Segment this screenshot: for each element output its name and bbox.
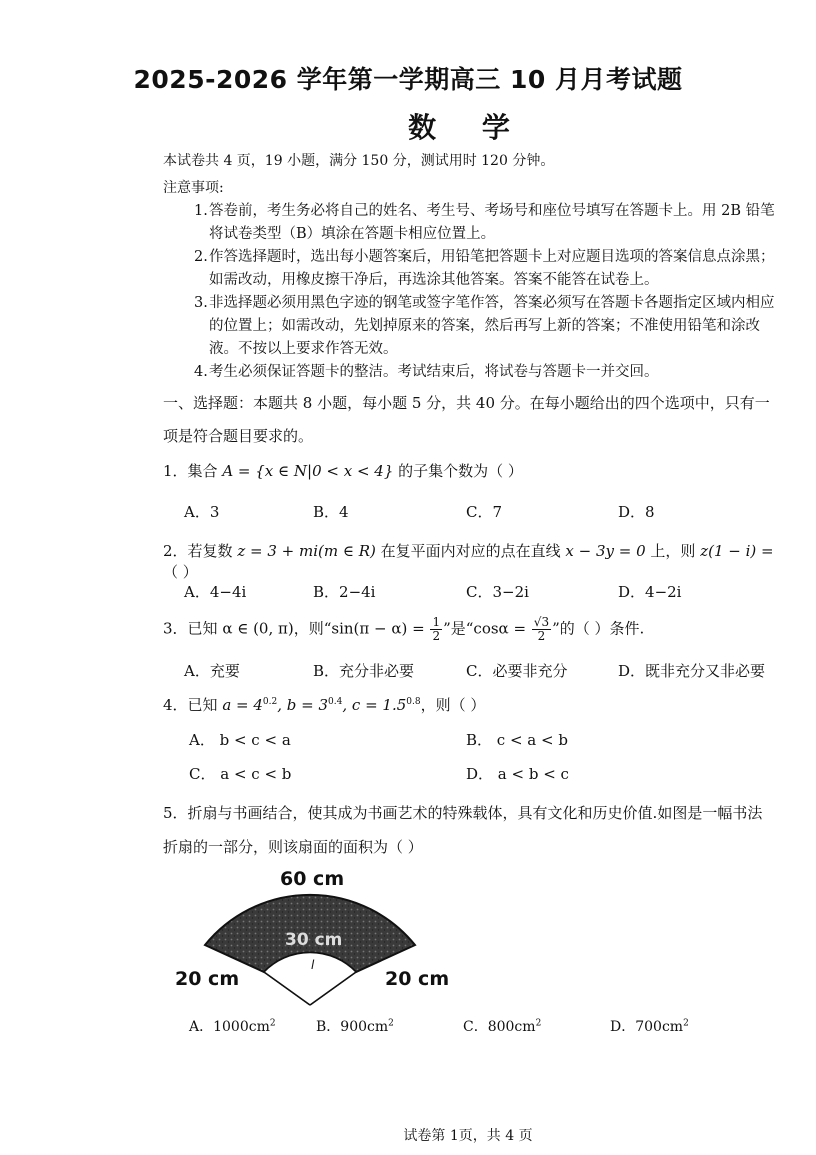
inner-arc-mark: l xyxy=(311,958,315,972)
b-definition: , b = 3 xyxy=(277,696,329,714)
question-text: = （ ） xyxy=(163,542,774,581)
option-d[interactable]: D．8 xyxy=(618,503,655,521)
complex-expression: z = 3 + mi(m ∈ R) xyxy=(237,542,376,560)
option-a[interactable]: A．3 xyxy=(184,503,220,521)
inner-arc-label: 30 cm xyxy=(285,930,343,950)
note-number: 3. xyxy=(194,295,208,311)
fraction-denominator: 2 xyxy=(537,629,546,643)
question-number: 2． xyxy=(163,542,188,560)
option-d[interactable]: D．既非充分又非必要 xyxy=(618,662,766,680)
fan-figure xyxy=(170,860,460,1010)
option-c[interactable]: C．3−2i xyxy=(466,583,529,601)
option-b[interactable]: B．2−4i xyxy=(313,583,376,601)
option-text: B．900cm xyxy=(316,1019,389,1035)
c-definition: , c = 1.5 xyxy=(342,696,407,714)
question-number: 4． xyxy=(163,696,188,714)
note-text: 非选择题必须用黑色字迹的钢笔或签字笔作答，答案必须写在答题卡各题指定区域内相应的位置上；如需改动，先划掉原来的答案，然后再写上新的答案；不准使用铅笔和涂改液。不按以上要求作答无效。 xyxy=(209,295,775,357)
notes-list xyxy=(194,200,779,384)
option-b[interactable]: B． c < a < b xyxy=(466,731,568,749)
fraction-numerator: √3 xyxy=(533,615,550,629)
question-text: 折扇与书画结合，使其成为书画艺术的特殊载体，具有文化和历史价值.如图是一幅书法 xyxy=(187,804,763,822)
question-1 xyxy=(163,460,783,481)
question-5 xyxy=(163,796,783,864)
option-superscript: 2 xyxy=(388,1018,394,1029)
c-exponent: 0.8 xyxy=(406,697,421,707)
question-text: ，则（ ） xyxy=(420,696,486,714)
b-exponent: 0.4 xyxy=(328,697,343,707)
note-text: 答卷前，考生务必将自己的姓名、考生号、考场号和座位号填写在答题卡上。用 2B 铅笔将试卷类型（B）填涂在答题卡相应位置上。 xyxy=(209,203,775,242)
exam-title: 2025-2026 学年第一学期高三 10 月月考试题 xyxy=(133,65,683,94)
note-item xyxy=(194,200,779,246)
section-heading: 一、选择题：本题共 8 小题，每小题 5 分，共 40 分。在每小题给出的四个选项中，只有一项是符合题目要求的。 xyxy=(163,394,770,445)
fraction-root3-half xyxy=(532,616,551,643)
option-text: D．700cm xyxy=(610,1019,684,1035)
option-c[interactable] xyxy=(463,1016,541,1036)
question-number: 1． xyxy=(163,462,188,480)
question-text: 的子集个数为（ ） xyxy=(393,462,523,480)
question-text: 已知 α ∈ (0, π)，则“sin(π − α) = xyxy=(187,619,430,638)
line-expression: x − 3y = 0 xyxy=(565,542,646,560)
option-c[interactable]: C．必要非充分 xyxy=(466,662,568,680)
question-text: 在复平面内对应的点在直线 xyxy=(375,542,566,560)
question-text: 上，则 xyxy=(645,542,701,560)
question-3 xyxy=(163,616,783,643)
question-text: 若复数 xyxy=(187,542,238,560)
option-a[interactable]: A．4−4i xyxy=(184,583,247,601)
note-number: 2. xyxy=(194,249,208,265)
note-text: 考生必须保证答题卡的整洁。考试结束后，将试卷与答题卡一并交回。 xyxy=(209,364,659,380)
question-text: ”是“cosα = xyxy=(443,619,531,638)
option-text: A．1000cm xyxy=(189,1019,270,1035)
option-b[interactable]: B．充分非必要 xyxy=(313,662,415,680)
question-text: 折扇的一部分，则该扇面的面积为（ ） xyxy=(163,838,423,856)
option-b[interactable] xyxy=(316,1016,394,1036)
question-text: 集合 xyxy=(187,462,223,480)
option-b[interactable]: B．4 xyxy=(313,503,349,521)
fraction-numerator: 1 xyxy=(432,615,441,629)
note-text: 作答选择题时，选出每小题答案后，用铅笔把答题卡上对应题目选项的答案信息点涂黑；如需改动，用橡皮擦干净后，再选涂其他答案。答案不能答在试卷上。 xyxy=(209,249,775,288)
notes-heading: 注意事项: xyxy=(163,180,224,196)
option-a[interactable]: A． b < c < a xyxy=(189,731,291,749)
option-superscript: 2 xyxy=(269,1018,276,1029)
note-number: 1. xyxy=(194,203,208,219)
question-number: 5． xyxy=(163,804,188,822)
option-c[interactable]: C．7 xyxy=(466,503,503,521)
fraction-denominator: 2 xyxy=(432,629,441,643)
a-exponent: 0.2 xyxy=(262,697,278,707)
a-definition: a = 4 xyxy=(222,696,263,714)
product-expression: z(1 − i) xyxy=(700,542,757,560)
subject-heading: 数 学 xyxy=(408,111,528,144)
option-superscript: 2 xyxy=(535,1018,542,1029)
option-text: C．800cm xyxy=(463,1019,536,1035)
note-item xyxy=(194,246,779,292)
option-d[interactable]: D．4−2i xyxy=(618,583,682,601)
question-2 xyxy=(163,540,783,582)
option-a[interactable] xyxy=(189,1016,276,1036)
question-4 xyxy=(163,694,783,715)
note-item xyxy=(194,292,779,361)
option-a[interactable]: A．充要 xyxy=(184,662,240,680)
question-number: 3． xyxy=(163,619,188,638)
set-expression: A = {x ∈ N|0 < x < 4} xyxy=(222,462,394,480)
question-text: ”的（ ）条件. xyxy=(552,619,645,638)
option-c[interactable]: C． a < c < b xyxy=(189,765,292,783)
option-d[interactable] xyxy=(610,1016,689,1036)
option-superscript: 2 xyxy=(683,1018,689,1029)
note-item xyxy=(194,361,779,384)
question-text: 已知 xyxy=(187,696,223,714)
option-d[interactable]: D． a < b < c xyxy=(466,765,569,783)
page-footer: 试卷第 1页，共 4 页 xyxy=(403,1128,533,1144)
outer-arc-label: 60 cm xyxy=(280,868,345,890)
note-number: 4. xyxy=(194,364,208,380)
right-side-label: 20 cm xyxy=(385,968,450,990)
fraction-one-half xyxy=(430,616,442,643)
exam-intro: 本试卷共 4 页，19 小题，满分 150 分，测试用时 120 分钟。 xyxy=(163,153,555,169)
left-side-label: 20 cm xyxy=(175,968,240,990)
